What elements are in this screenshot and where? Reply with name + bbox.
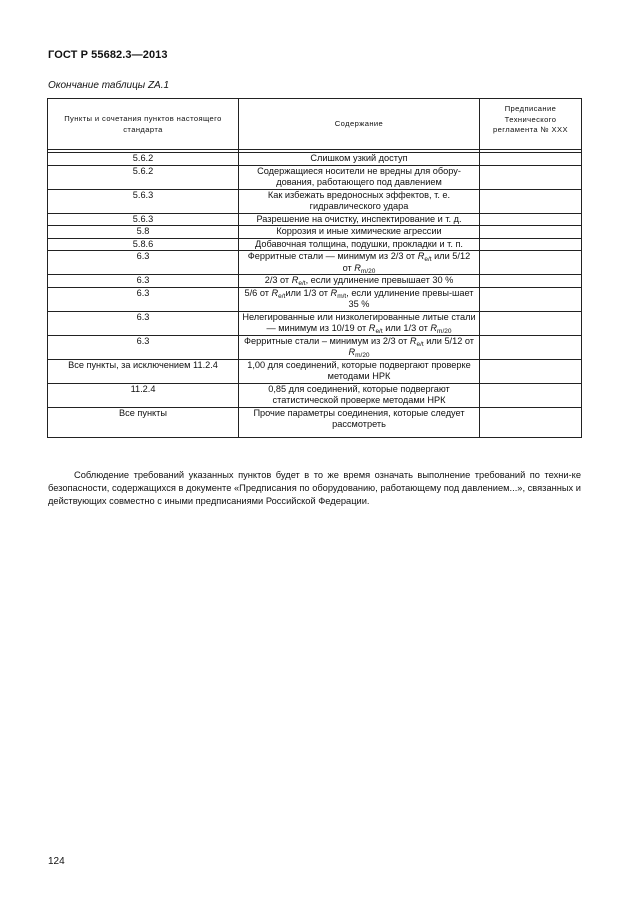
- table-row: [48, 359, 582, 383]
- table-caption: Окончание таблицы ZA.1: [48, 80, 170, 91]
- table-row: [48, 213, 582, 226]
- prescription-cell: [480, 311, 582, 335]
- table-row: [48, 311, 582, 335]
- content-cell: Добавочная толщина, подушки, прокладки и т. п.: [239, 238, 480, 251]
- prescription-cell: [480, 287, 582, 311]
- content-cell: 0,85 для соединений, которые подвергают статистической проверке методами НРК: [239, 383, 480, 407]
- table-row: [48, 383, 582, 407]
- content-cell: Содержащиеся носители не вредны для обору-дования, работающего под давлением: [239, 165, 480, 189]
- table-row: [48, 275, 582, 288]
- content-cell: Прочие параметры соединения, которые следует рассмотреть: [239, 407, 480, 437]
- table-row: [48, 238, 582, 251]
- content-cell: 2/3 от $R_{e/t}$, если удлинение превышает 30 %: [239, 275, 480, 288]
- clause-cell: 6.3: [48, 335, 239, 359]
- column-header-content: Содержание: [239, 99, 480, 150]
- content-cell: Коррозия и иные химические агрессии: [239, 226, 480, 239]
- clause-cell: 5.6.2: [48, 165, 239, 189]
- clause-cell: 5.8.6: [48, 238, 239, 251]
- content-cell: 1,00 для соединений, которые подвергают проверке методами НРК: [239, 359, 480, 383]
- clause-cell: 5.6.2: [48, 153, 239, 166]
- clause-cell: 6.3: [48, 311, 239, 335]
- table-row: [48, 189, 582, 213]
- clause-cell: Все пункты: [48, 407, 239, 437]
- clause-cell: 5.6.3: [48, 213, 239, 226]
- table-row: [48, 226, 582, 239]
- prescription-cell: [480, 238, 582, 251]
- table-row: [48, 287, 582, 311]
- column-header-clauses: Пункты и сочетания пунктов настоящего стандарта: [48, 99, 239, 150]
- clause-cell: 11.2.4: [48, 383, 239, 407]
- table-row: [48, 165, 582, 189]
- clause-cell: 6.3: [48, 275, 239, 288]
- column-header-prescription: Предписание Технического регламента № ХХХ: [480, 99, 582, 150]
- content-cell: Ферритные стали – минимум из 2/3 от $R_{e/t}$ или 5/12 от $R_{m/20}$: [239, 335, 480, 359]
- clause-cell: 6.3: [48, 251, 239, 275]
- prescription-cell: [480, 226, 582, 239]
- content-cell: Слишком узкий доступ: [239, 153, 480, 166]
- standard-number: ГОСТ Р 55682.3—2013: [48, 49, 168, 61]
- table-row: [48, 251, 582, 275]
- table-row: [48, 407, 582, 437]
- content-cell: Ферритные стали — минимум из 2/3 от $R_{e/t}$ или 5/12 от $R_{m/20}$: [239, 251, 480, 275]
- clause-cell: 5.8: [48, 226, 239, 239]
- prescription-cell: [480, 189, 582, 213]
- prescription-cell: [480, 165, 582, 189]
- page-number: 124: [48, 856, 65, 867]
- table-row: [48, 153, 582, 166]
- table-row: [48, 335, 582, 359]
- prescription-cell: [480, 359, 582, 383]
- prescription-cell: [480, 407, 582, 437]
- body-paragraph: Соблюдение требований указанных пунктов будет в то же время означать выполнение требований по техни-ке безопасности, содержащихся в документе «Предписания по оборудованию, работающему под давлением...», связанных и действующих совместно с иными предписаниями Российской Федерации.: [48, 470, 581, 507]
- clause-cell: 6.3: [48, 287, 239, 311]
- content-cell: Как избежать вредоносных эффектов, т. е. гидравлического удара: [239, 189, 480, 213]
- prescription-cell: [480, 335, 582, 359]
- prescription-cell: [480, 251, 582, 275]
- clause-cell: 5.6.3: [48, 189, 239, 213]
- prescription-cell: [480, 153, 582, 166]
- content-cell: 5/6 от $R_{e/t}или$ 1/3 от $R_{m/t}$, если удлинение превы-шает 35 %: [239, 287, 480, 311]
- clause-cell: Все пункты, за исключением 11.2.4: [48, 359, 239, 383]
- table-za1: [47, 98, 582, 438]
- prescription-cell: [480, 383, 582, 407]
- prescription-cell: [480, 275, 582, 288]
- content-cell: Нелегированные или низколегированные литые стали — минимум из 10/19 от $R_{e/t}$ или 1/3 от $R_{m/20}$: [239, 311, 480, 335]
- prescription-cell: [480, 213, 582, 226]
- content-cell: Разрешение на очистку, инспектирование и т. д.: [239, 213, 480, 226]
